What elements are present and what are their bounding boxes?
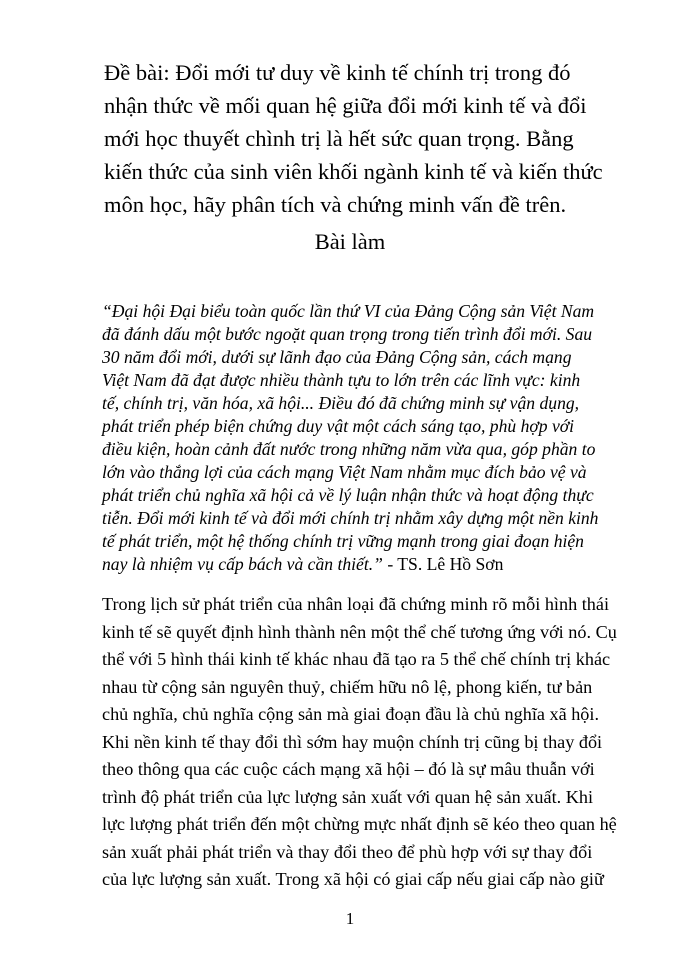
quote-line: tế phát triển, một hệ thống chính trị vững mạnh trong giai đoạn hiện	[102, 531, 584, 551]
quote-line: đã đánh dấu một bước ngoặt quan trọng trong tiến trình đổi mới. Sau	[102, 324, 593, 344]
body-line: Trong lịch sử phát triển của nhân loại đã chứng minh rõ mỗi hình thái	[102, 594, 609, 614]
body-line: nhau từ cộng sản nguyên thuỷ, chiếm hữu nô lệ, phong kiến, tư bản	[102, 676, 593, 697]
quote-line	[102, 554, 503, 575]
topic-line: kiến thức của sinh viên khối ngành kinh tế và kiến thức	[104, 159, 603, 184]
page-number: 1	[345, 908, 355, 928]
body-line: của lực lượng sản xuất. Trong xã hội có giai cấp nếu giai cấp nào giữ	[102, 869, 604, 889]
quote-last-text: nay là nhiệm vụ cấp bách và cần thiết.”	[102, 554, 383, 574]
topic-line: nhận thức về mối quan hệ giữa đổi mới kinh tế và đổi	[104, 93, 587, 118]
topic-line: Đề bài: Đổi mới tư duy về kinh tế chính trị trong đó	[104, 60, 571, 85]
topic-line: môn học, hãy phân tích và chứng minh vấn đề trên.	[104, 192, 567, 217]
body-line: lực lượng phát triển đến một chừng mực nhất định sẽ kéo theo quan hệ	[102, 814, 617, 834]
body-line: theo thông qua các cuộc cách mạng xã hội – đó là sự mâu thuẫn với	[102, 759, 595, 779]
quote-line: lớn vào thắng lợi của cách mạng Việt Nam nhằm mục đích bảo vệ và	[102, 462, 587, 482]
quote-line: “Đại hội Đại biểu toàn quốc lần thứ VI của Đảng Cộng sản Việt Nam	[102, 301, 595, 321]
body-line: Khi nền kinh tế thay đổi thì sớm hay muộn chính trị cũng bị thay đổi	[102, 731, 603, 752]
quote-attribution: - TS. Lê Hồ Sơn	[382, 554, 504, 574]
quote-line: điều kiện, hoàn cảnh đất nước trong những năm vừa qua, góp phần to	[102, 439, 596, 459]
quote-line: tiễn. Đổi mới kinh tế và đổi mới chính trị nhằm xây dựng một nền kinh	[102, 508, 599, 528]
body-line: thể với 5 hình thái kinh tế khác nhau đã tạo ra 5 thể chế chính trị khác	[102, 649, 611, 669]
topic-line: mới học thuyết chình trị là hết sức quan trọng. Bằng	[104, 126, 574, 151]
quote-line: phát triển phép biện chứng duy vật một cách sáng tạo, phù hợp với	[102, 416, 575, 436]
body-line: chủ nghĩa, chủ nghĩa cộng sản mà giai đoạn đầu là chủ nghĩa xã hội.	[102, 704, 599, 724]
quote-line: phát triển chủ nghĩa xã hội cả về lý luận nhận thức và hoạt động thực	[102, 485, 594, 505]
body-line: sản xuất phải phát triển và thay đổi theo để phù hợp với sự thay đổi	[102, 841, 593, 862]
quote-line: Việt Nam đã đạt được nhiều thành tựu to lớn trên các lĩnh vực: kinh	[102, 370, 581, 390]
body-line: kinh tế sẽ quyết định hình thành nên một thể chế tương ứng với nó. Cụ	[102, 621, 617, 642]
section-heading: Bài làm	[314, 229, 386, 254]
quote-line: tế, chính trị, văn hóa, xã hội... Điều đó đã chứng minh sự vận dụng,	[102, 393, 580, 413]
body-line: trình độ phát triển của lực lượng sản xuất với quan hệ sản xuất. Khi	[102, 786, 594, 807]
quote-line: 30 năm đổi mới, dưới sự lãnh đạo của Đảng Cộng sản, cách mạng	[102, 347, 572, 367]
